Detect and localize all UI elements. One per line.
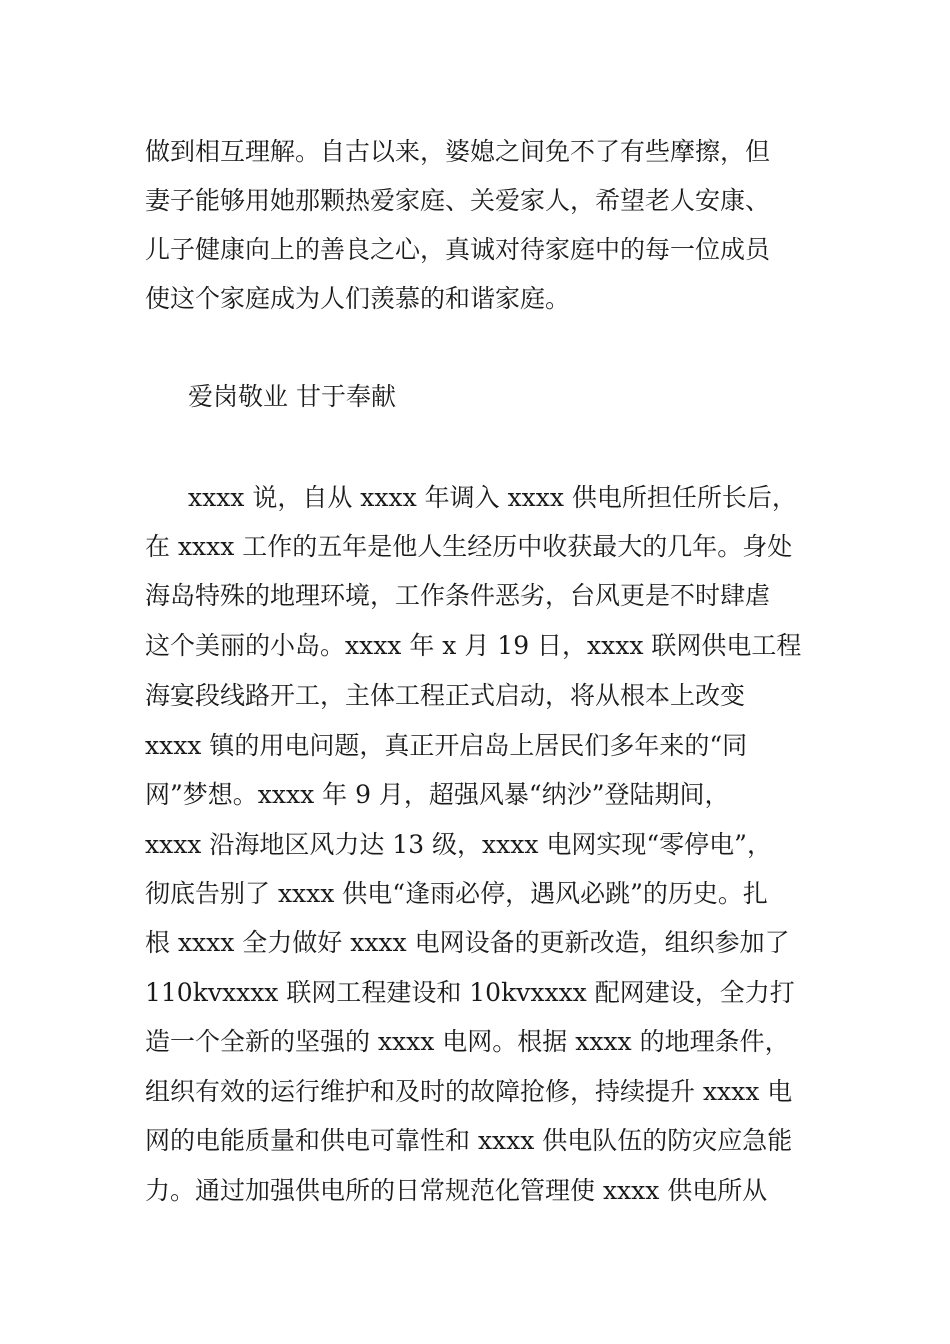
paragraph-2-line-2: 在 xxxx 工作的五年是他人生经历中收获最大的几年。身处 — [145, 532, 793, 561]
paragraph-2-line-13: 组织有效的运行维护和及时的故障抢修，持续提升 xxxx 电 — [145, 1077, 793, 1106]
paragraph-2-line-14: 网的电能质量和供电可靠性和 xxxx 供电队伍的防灾应急能 — [145, 1126, 793, 1155]
paragraph-2-line-8: xxxx 沿海地区风力达 13 级，xxxx 电网实现“零停电”， — [145, 830, 772, 859]
paragraph-1-line-2: 妻子能够用她那颗热爱家庭、关爱家人，希望老人安康、 — [145, 186, 771, 215]
paragraph-1-line-1: 做到相互理解。自古以来，婆媳之间免不了有些摩擦，但 — [145, 137, 771, 166]
section-heading: 爱岗敬业 甘于奉献 — [188, 382, 396, 411]
paragraph-2-line-1: xxxx 说，自从 xxxx 年调入 xxxx 供电所担任所长后， — [188, 483, 797, 512]
paragraph-2-line-11: 110kvxxxx 联网工程建设和 10kvxxxx 配网建设，全力打 — [145, 978, 795, 1007]
paragraph-2-line-12: 造一个全新的坚强的 xxxx 电网。根据 xxxx 的地理条件， — [145, 1027, 790, 1056]
paragraph-2-line-9: 彻底告别了 xxxx 供电“逢雨必停，遇风必跳”的历史。扎 — [145, 879, 768, 908]
paragraph-2-line-10: 根 xxxx 全力做好 xxxx 电网设备的更新改造，组织参加了 — [145, 928, 790, 957]
paragraph-2-line-7: 网”梦想。xxxx 年 9 月，超强风暴“纳沙”登陆期间， — [145, 780, 730, 809]
paragraph-2-line-6: xxxx 镇的用电问题，真正开启岛上居民们多年来的“同 — [145, 731, 748, 760]
paragraph-1-line-4: 使这个家庭成为人们羡慕的和谐家庭。 — [145, 284, 571, 313]
paragraph-2-line-3: 海岛特殊的地理环境，工作条件恶劣，台风更是不时肆虐 — [145, 581, 771, 610]
paragraph-2-line-5: 海宴段线路开工，主体工程正式启动，将从根本上改变 — [145, 681, 746, 710]
paragraph-1-line-3: 儿子健康向上的善良之心，真诚对待家庭中的每一位成员 — [145, 235, 771, 264]
paragraph-2-line-15: 力。通过加强供电所的日常规范化管理使 xxxx 供电所从 — [145, 1176, 768, 1205]
paragraph-2-line-4: 这个美丽的小岛。xxxx 年 x 月 19 日，xxxx 联网供电工程 — [145, 631, 802, 660]
